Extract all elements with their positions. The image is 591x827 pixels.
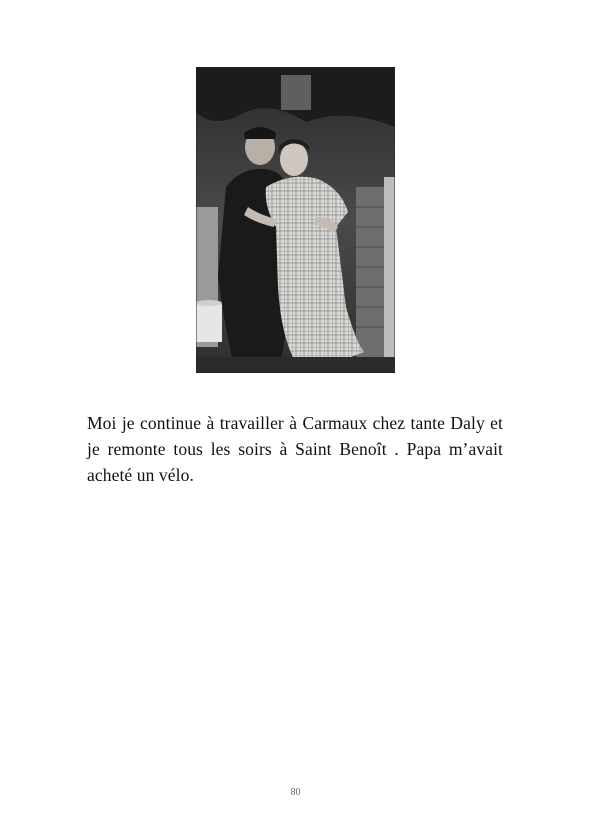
page-number: 80 [290, 787, 301, 798]
photograph-illustration [196, 67, 395, 373]
body-paragraph: Moi je continue à travailler à Carmaux chez tante Daly et je remonte tous les soirs à Saint Benoît . Papa m’avait acheté un vélo. [87, 413, 503, 485]
photograph [196, 67, 395, 373]
